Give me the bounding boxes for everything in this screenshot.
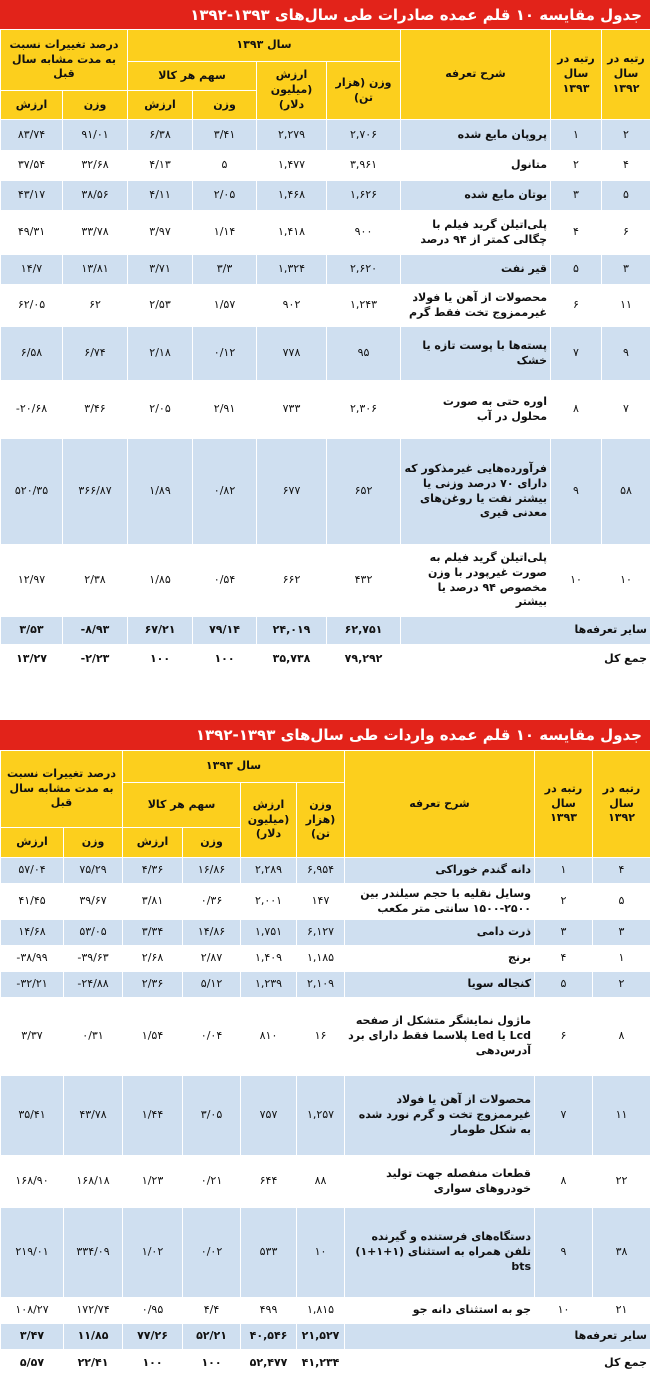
change-weight-cell: ۳۸/۵۶ — [63, 181, 128, 211]
rank-1393-cell: ۸ — [535, 1156, 593, 1208]
weight-cell: ۹۰۰ — [327, 211, 401, 255]
change-value-cell: -۳۸/۹۹ — [1, 946, 64, 972]
rank-1393-cell: ۳ — [551, 181, 602, 211]
total-row-change-weight: ۲۲/۴۱ — [64, 1350, 123, 1378]
description-cell: متانول — [401, 151, 551, 181]
rank-1392-cell: ۵۸ — [602, 439, 650, 545]
rank-1393-cell: ۴ — [535, 946, 593, 972]
table-row — [1, 946, 650, 972]
change-weight-cell: ۲/۳۸ — [63, 545, 128, 617]
weight-header: وزن (هزار تن) — [327, 62, 401, 120]
change-value-cell: ۱۴/۶۸ — [1, 920, 64, 946]
share-value-cell: ۰/۹۵ — [123, 1298, 183, 1324]
share-value-cell: ۲/۵۳ — [128, 285, 193, 327]
value-cell: ۶۷۷ — [257, 439, 327, 545]
change-weight-cell: ۱۷۲/۷۴ — [64, 1298, 123, 1324]
description-cell: پروپان مایع شده — [401, 120, 551, 151]
rank-1393-cell: ۱۰ — [535, 1298, 593, 1324]
change-value-cell: ۱۶۸/۹۰ — [1, 1156, 64, 1208]
description-cell: پلی‌اتیلن گرید فیلم با چگالی کمتر از ۹۴ درصد — [401, 211, 551, 255]
weight-cell: ۹۵ — [327, 327, 401, 381]
table-row — [1, 181, 650, 211]
weight-header: وزن (هزار تن) — [297, 783, 345, 858]
share-value-header: ارزش — [123, 828, 183, 858]
share-value-cell: ۴/۳۶ — [123, 858, 183, 884]
share-value-cell: ۳/۷۱ — [128, 255, 193, 285]
description-cell: پسته‌ها با پوست تازه یا خشک — [401, 327, 551, 381]
change-value-cell: ۴۱/۴۵ — [1, 884, 64, 920]
change-weight-cell: ۳۳/۷۸ — [63, 211, 128, 255]
description-cell: قطعات منفصله جهت تولید خودروهای سواری — [345, 1156, 535, 1208]
rank-1393-cell: ۷ — [551, 327, 602, 381]
rank-1393-cell: ۳ — [535, 920, 593, 946]
share-weight-cell: ۳/۰۵ — [183, 1076, 241, 1156]
others-row — [1, 1324, 650, 1350]
change-weight-cell: ۳۲/۶۸ — [63, 151, 128, 181]
description-cell: وسایل نقلیه با حجم سیلندر بین ۲۵۰۰-۱۵۰۰ سانتی متر مکعب — [345, 884, 535, 920]
rank-1392-cell: ۱۱ — [593, 1076, 650, 1156]
rank-1392-cell: ۸ — [593, 998, 650, 1076]
others-row-share-weight: ۷۹/۱۴ — [193, 617, 257, 645]
change-value-cell: ۱۰۸/۲۷ — [1, 1298, 64, 1324]
weight-cell: ۶,۱۲۷ — [297, 920, 345, 946]
export-table — [0, 29, 650, 674]
share-weight-cell: ۲/۹۱ — [193, 381, 257, 439]
others-row — [1, 617, 650, 645]
change-header: درصد تغییرات نسبت به مدت مشابه سال قبل — [1, 751, 123, 828]
value-header: ارزش (میلیون دلار) — [241, 783, 297, 858]
rank-1392-cell: ۱۱ — [602, 285, 650, 327]
year-1393-header: سال ۱۳۹۳ — [128, 30, 401, 62]
change-weight-cell: ۶۲ — [63, 285, 128, 327]
rank-1393-header: رتبه در سال ۱۳۹۳ — [535, 751, 593, 858]
share-value-cell: ۱/۸۵ — [128, 545, 193, 617]
others-row-change-weight: -۸/۹۳ — [63, 617, 128, 645]
rank-1393-cell: ۲ — [535, 884, 593, 920]
weight-cell: ۱۶ — [297, 998, 345, 1076]
table-row — [1, 120, 650, 151]
change-weight-cell: ۵۳/۰۵ — [64, 920, 123, 946]
rank-1393-cell: ۱ — [551, 120, 602, 151]
weight-cell: ۲,۳۰۶ — [327, 381, 401, 439]
rank-1393-cell: ۹ — [535, 1208, 593, 1298]
rank-1392-cell: ۵ — [602, 181, 650, 211]
value-cell: ۲,۰۰۱ — [241, 884, 297, 920]
description-cell: جو به استثنای دانه جو — [345, 1298, 535, 1324]
others-row-value: ۴۰,۵۴۶ — [241, 1324, 297, 1350]
total-row-share-value: ۱۰۰ — [123, 1350, 183, 1378]
rank-1393-cell: ۵ — [551, 255, 602, 285]
rank-1393-cell: ۶ — [551, 285, 602, 327]
change-value-cell: ۳۷/۵۴ — [1, 151, 63, 181]
rank-1392-cell: ۳ — [593, 920, 650, 946]
table-row — [1, 381, 650, 439]
rank-1392-header: رتبه در سال ۱۳۹۲ — [602, 30, 650, 120]
change-weight-header: وزن — [64, 828, 123, 858]
table-row — [1, 151, 650, 181]
share-value-cell: ۴/۱۱ — [128, 181, 193, 211]
change-value-cell: ۱۴/۷ — [1, 255, 63, 285]
rank-1392-cell: ۳ — [602, 255, 650, 285]
change-value-cell: ۶/۵۸ — [1, 327, 63, 381]
table-row — [1, 1208, 650, 1298]
share-weight-cell: ۰/۱۲ — [193, 327, 257, 381]
rank-1392-cell: ۱ — [593, 946, 650, 972]
table-row — [1, 920, 650, 946]
table-row — [1, 439, 650, 545]
weight-cell: ۶۵۲ — [327, 439, 401, 545]
others-row-weight: ۶۲,۷۵۱ — [327, 617, 401, 645]
change-value-cell: ۵۷/۰۴ — [1, 858, 64, 884]
rank-1392-cell: ۹ — [602, 327, 650, 381]
value-cell: ۱,۷۵۱ — [241, 920, 297, 946]
others-row-change-value: ۳/۵۳ — [1, 617, 63, 645]
value-cell: ۸۱۰ — [241, 998, 297, 1076]
rank-1392-cell: ۳۸ — [593, 1208, 650, 1298]
rank-1392-header: رتبه در سال ۱۳۹۲ — [593, 751, 650, 858]
rank-1393-cell: ۹ — [551, 439, 602, 545]
value-cell: ۷۳۳ — [257, 381, 327, 439]
rank-1392-cell: ۷ — [602, 381, 650, 439]
description-cell: محصولات از آهن یا فولاد غیرممزوج تخت و گرم نورد شده به شکل طومار — [345, 1076, 535, 1156]
total-row — [1, 645, 650, 674]
change-weight-cell: ۴۳/۷۸ — [64, 1076, 123, 1156]
change-value-cell: ۱۲/۹۷ — [1, 545, 63, 617]
table-row — [1, 972, 650, 998]
share-weight-cell: ۵/۱۲ — [183, 972, 241, 998]
share-weight-cell: ۰/۰۲ — [183, 1208, 241, 1298]
rank-1392-cell: ۶ — [602, 211, 650, 255]
total-row-share-value: ۱۰۰ — [128, 645, 193, 674]
description-cell: قیر نفت — [401, 255, 551, 285]
total-row-share-weight: ۱۰۰ — [183, 1350, 241, 1378]
others-row-weight: ۲۱,۵۲۷ — [297, 1324, 345, 1350]
change-value-header: ارزش — [1, 828, 64, 858]
change-value-cell: -۲۰/۶۸ — [1, 381, 63, 439]
change-weight-cell: ۳۳۴/۰۹ — [64, 1208, 123, 1298]
import-table-title: جدول مقایسه ۱۰ قلم عمده واردات طی سال‌های ۱۳۹۳-۱۳۹۲ — [0, 720, 650, 750]
rank-1393-cell: ۱۰ — [551, 545, 602, 617]
value-header: ارزش (میلیون دلار) — [257, 62, 327, 120]
rank-1393-cell: ۷ — [535, 1076, 593, 1156]
share-value-cell: ۲/۳۶ — [123, 972, 183, 998]
others-row-label: سایر تعرفه‌ها — [345, 1324, 650, 1350]
rank-1392-cell: ۱۰ — [602, 545, 650, 617]
change-value-cell: ۸۳/۷۴ — [1, 120, 63, 151]
total-row-value: ۳۵,۷۳۸ — [257, 645, 327, 674]
total-row-change-weight: -۲/۲۳ — [63, 645, 128, 674]
share-weight-cell: ۴/۴ — [183, 1298, 241, 1324]
value-cell: ۶۴۴ — [241, 1156, 297, 1208]
description-cell: برنج — [345, 946, 535, 972]
total-row-label: جمع کل — [401, 645, 650, 674]
weight-cell: ۶,۹۵۴ — [297, 858, 345, 884]
weight-cell: ۱۰ — [297, 1208, 345, 1298]
share-value-header: ارزش — [128, 91, 193, 120]
change-value-cell: ۴۳/۱۷ — [1, 181, 63, 211]
value-cell: ۲,۲۷۹ — [257, 120, 327, 151]
description-cell: ماژول نمایشگر متشکل از صفحه Lcd یا Led پلاسما فقط دارای برد آدرس‌دهی — [345, 998, 535, 1076]
share-weight-cell: ۱۴/۸۶ — [183, 920, 241, 946]
change-weight-cell: ۳/۴۶ — [63, 381, 128, 439]
total-row-change-value: ۵/۵۷ — [1, 1350, 64, 1378]
table-row — [1, 884, 650, 920]
description-header: شرح تعرفه — [401, 30, 551, 120]
share-weight-cell: ۳/۳ — [193, 255, 257, 285]
share-weight-cell: ۰/۰۴ — [183, 998, 241, 1076]
description-cell: پلی‌اتیلن گرید فیلم به صورت غیرپودر با وزن مخصوص ۹۴ درصد یا بیشتر — [401, 545, 551, 617]
table-row — [1, 255, 650, 285]
change-value-cell: ۳/۳۷ — [1, 998, 64, 1076]
value-cell: ۱,۴۰۹ — [241, 946, 297, 972]
value-cell: ۹۰۲ — [257, 285, 327, 327]
weight-cell: ۱,۸۱۵ — [297, 1298, 345, 1324]
others-row-change-weight: ۱۱/۸۵ — [64, 1324, 123, 1350]
share-value-cell: ۱/۴۴ — [123, 1076, 183, 1156]
others-row-share-weight: ۵۲/۲۱ — [183, 1324, 241, 1350]
value-cell: ۱,۲۳۹ — [241, 972, 297, 998]
share-weight-cell: ۱/۱۴ — [193, 211, 257, 255]
share-value-cell: ۳/۹۷ — [128, 211, 193, 255]
value-cell: ۵۳۳ — [241, 1208, 297, 1298]
rank-1393-cell: ۱ — [535, 858, 593, 884]
share-weight-header: وزن — [193, 91, 257, 120]
value-cell: ۶۶۲ — [257, 545, 327, 617]
share-value-cell: ۲/۶۸ — [123, 946, 183, 972]
rank-1392-cell: ۲ — [593, 972, 650, 998]
table-row — [1, 327, 650, 381]
table-row — [1, 545, 650, 617]
weight-cell: ۱,۱۸۵ — [297, 946, 345, 972]
change-weight-cell: -۲۴/۸۸ — [64, 972, 123, 998]
share-value-cell: ۳/۳۴ — [123, 920, 183, 946]
share-value-cell: ۶/۳۸ — [128, 120, 193, 151]
change-value-cell: ۵۲۰/۳۵ — [1, 439, 63, 545]
share-weight-cell: ۰/۲۱ — [183, 1156, 241, 1208]
share-header: سهم هر کالا — [128, 62, 257, 91]
share-weight-cell: ۱۶/۸۶ — [183, 858, 241, 884]
weight-cell: ۴۳۲ — [327, 545, 401, 617]
share-weight-cell: ۵ — [193, 151, 257, 181]
weight-cell: ۱,۲۵۷ — [297, 1076, 345, 1156]
change-weight-cell: ۱۶۸/۱۸ — [64, 1156, 123, 1208]
share-weight-cell: ۱/۵۷ — [193, 285, 257, 327]
total-row-value: ۵۲,۴۷۷ — [241, 1350, 297, 1378]
change-weight-cell: ۶/۷۴ — [63, 327, 128, 381]
rank-1393-cell: ۲ — [551, 151, 602, 181]
table-row — [1, 285, 650, 327]
weight-cell: ۸۸ — [297, 1156, 345, 1208]
description-cell: محصولات از آهن یا فولاد غیرممزوج تخت فقط گرم — [401, 285, 551, 327]
change-weight-cell: ۳۶۶/۸۷ — [63, 439, 128, 545]
value-cell: ۷۵۷ — [241, 1076, 297, 1156]
share-value-cell: ۲/۰۵ — [128, 381, 193, 439]
share-value-cell: ۲/۱۸ — [128, 327, 193, 381]
rank-1392-cell: ۲۱ — [593, 1298, 650, 1324]
share-header: سهم هر کالا — [123, 783, 241, 828]
rank-1392-cell: ۲ — [602, 120, 650, 151]
share-value-cell: ۳/۸۱ — [123, 884, 183, 920]
rank-1393-header: رتبه در سال ۱۳۹۳ — [551, 30, 602, 120]
rank-1392-cell: ۴ — [593, 858, 650, 884]
description-cell: ذرت دامی — [345, 920, 535, 946]
change-value-header: ارزش — [1, 91, 63, 120]
change-value-cell: ۶۲/۰۵ — [1, 285, 63, 327]
share-value-cell: ۱/۵۴ — [123, 998, 183, 1076]
change-header: درصد تغییرات نسبت به مدت مشابه سال قبل — [1, 30, 128, 91]
description-cell: اوره حتی به صورت محلول در آب — [401, 381, 551, 439]
change-value-cell: ۴۹/۳۱ — [1, 211, 63, 255]
change-weight-cell: ۹۱/۰۱ — [63, 120, 128, 151]
description-header: شرح تعرفه — [345, 751, 535, 858]
others-row-change-value: ۳/۴۷ — [1, 1324, 64, 1350]
value-cell: ۷۷۸ — [257, 327, 327, 381]
change-weight-cell: ۳۹/۶۷ — [64, 884, 123, 920]
value-cell: ۱,۴۷۷ — [257, 151, 327, 181]
total-row-label: جمع کل — [345, 1350, 650, 1378]
value-cell: ۲,۲۸۹ — [241, 858, 297, 884]
rank-1392-cell: ۲۲ — [593, 1156, 650, 1208]
share-weight-cell: ۳/۴۱ — [193, 120, 257, 151]
description-cell: بوتان مایع شده — [401, 181, 551, 211]
change-weight-cell: ۰/۳۱ — [64, 998, 123, 1076]
rank-1392-cell: ۵ — [593, 884, 650, 920]
others-row-label: سایر تعرفه‌ها — [401, 617, 650, 645]
value-cell: ۱,۴۶۸ — [257, 181, 327, 211]
year-1393-header: سال ۱۳۹۳ — [123, 751, 345, 783]
total-row — [1, 1350, 650, 1378]
rank-1393-cell: ۶ — [535, 998, 593, 1076]
total-row-weight: ۴۱,۲۳۴ — [297, 1350, 345, 1378]
share-weight-header: وزن — [183, 828, 241, 858]
value-cell: ۱,۴۱۸ — [257, 211, 327, 255]
change-weight-header: وزن — [63, 91, 128, 120]
description-cell: دانه گندم خوراکی — [345, 858, 535, 884]
description-cell: کنجاله سویا — [345, 972, 535, 998]
change-value-cell: -۳۲/۲۱ — [1, 972, 64, 998]
share-weight-cell: ۰/۸۲ — [193, 439, 257, 545]
value-cell: ۱,۳۲۴ — [257, 255, 327, 285]
share-value-cell: ۱/۰۲ — [123, 1208, 183, 1298]
weight-cell: ۲,۶۲۰ — [327, 255, 401, 285]
share-weight-cell: ۲/۰۵ — [193, 181, 257, 211]
weight-cell: ۱,۲۴۳ — [327, 285, 401, 327]
weight-cell: ۳,۹۶۱ — [327, 151, 401, 181]
change-weight-cell: -۳۹/۶۳ — [64, 946, 123, 972]
share-weight-cell: ۲/۸۷ — [183, 946, 241, 972]
table-row — [1, 1076, 650, 1156]
value-cell: ۴۹۹ — [241, 1298, 297, 1324]
weight-cell: ۱۴۷ — [297, 884, 345, 920]
share-value-cell: ۱/۸۹ — [128, 439, 193, 545]
table-row — [1, 858, 650, 884]
rank-1392-cell: ۴ — [602, 151, 650, 181]
total-row-change-value: ۱۳/۲۷ — [1, 645, 63, 674]
export-table-title: جدول مقایسه ۱۰ قلم عمده صادرات طی سال‌های ۱۳۹۳-۱۳۹۲ — [0, 0, 650, 29]
table-row — [1, 1156, 650, 1208]
table-row — [1, 998, 650, 1076]
change-weight-cell: ۱۳/۸۱ — [63, 255, 128, 285]
change-value-cell: ۲۱۹/۰۱ — [1, 1208, 64, 1298]
description-cell: دستگاه‌های فرستنده و گیرنده تلفن همراه به استثنای (۱+۱+۱) bts — [345, 1208, 535, 1298]
table-row — [1, 211, 650, 255]
weight-cell: ۲,۱۰۹ — [297, 972, 345, 998]
total-row-share-weight: ۱۰۰ — [193, 645, 257, 674]
rank-1393-cell: ۴ — [551, 211, 602, 255]
share-value-cell: ۱/۲۳ — [123, 1156, 183, 1208]
import-table — [0, 750, 650, 1378]
change-value-cell: ۳۵/۴۱ — [1, 1076, 64, 1156]
rank-1393-cell: ۵ — [535, 972, 593, 998]
share-weight-cell: ۰/۳۶ — [183, 884, 241, 920]
rank-1393-cell: ۸ — [551, 381, 602, 439]
share-value-cell: ۴/۱۳ — [128, 151, 193, 181]
table-row — [1, 1298, 650, 1324]
total-row-weight: ۷۹,۲۹۲ — [327, 645, 401, 674]
others-row-share-value: ۶۷/۲۱ — [128, 617, 193, 645]
weight-cell: ۲,۷۰۶ — [327, 120, 401, 151]
share-weight-cell: ۰/۵۴ — [193, 545, 257, 617]
others-row-share-value: ۷۷/۲۶ — [123, 1324, 183, 1350]
description-cell: فرآورده‌هایی غیرمذکور که دارای ۷۰ درصد وزنی یا بیشتر نفت یا روغن‌های معدنی قیری — [401, 439, 551, 545]
others-row-value: ۲۴,۰۱۹ — [257, 617, 327, 645]
weight-cell: ۱,۶۲۶ — [327, 181, 401, 211]
change-weight-cell: ۷۵/۲۹ — [64, 858, 123, 884]
